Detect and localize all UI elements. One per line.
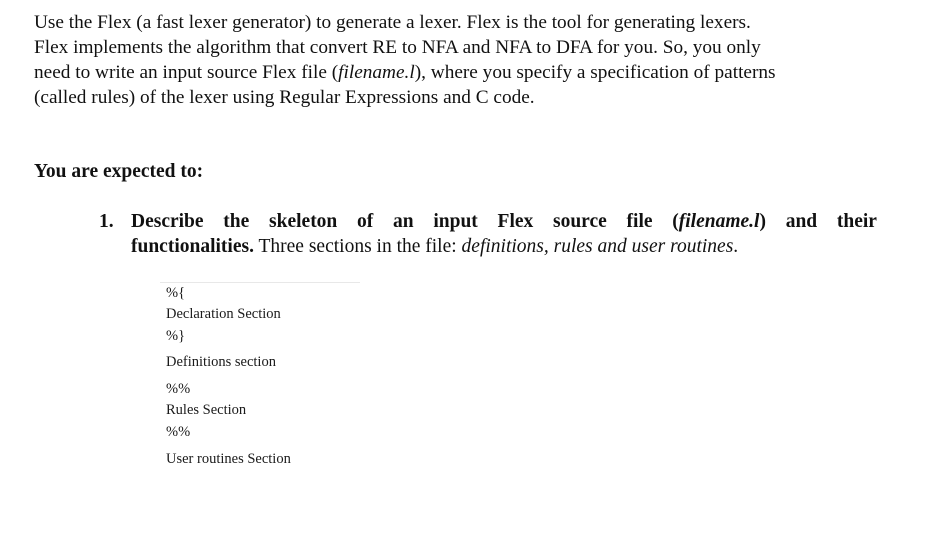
task-filename-group (672, 209, 766, 234)
figure-top-rule (160, 282, 360, 283)
task-sections-list: definitions, rules and user routines (461, 236, 734, 257)
task-filename: filename.l (678, 211, 760, 232)
task-paren-open: ( (672, 211, 679, 232)
skeleton-user-routines-section: User routines Section (166, 451, 291, 467)
intro-line-4: (called rules) of the lexer using Regular Expressions and C code. (34, 87, 535, 108)
task-number: 1. (99, 211, 114, 232)
skeleton-close-brace: %} (166, 328, 186, 344)
task-word: source (553, 211, 607, 232)
task-word: and (785, 211, 818, 232)
intro-line-3-start: need to write an input source Flex file ( (34, 62, 339, 83)
intro-line-3-end: ), where you specify a specification of patterns (414, 62, 776, 83)
task-line-2-end: . (733, 236, 739, 257)
skeleton-open-brace: %{ (166, 285, 186, 301)
skeleton-declaration-section: Declaration Section (166, 306, 281, 322)
task-word: an (393, 211, 414, 232)
skeleton-separator-1: %% (166, 381, 191, 397)
task-functionalities: functionalities. (131, 236, 254, 257)
intro-line-2: Flex implements the algorithm that convert RE to NFA and NFA to DFA for you. So, you only (34, 37, 761, 58)
task-word: the (223, 211, 250, 232)
intro-line-3 (34, 60, 914, 85)
section-heading: You are expected to: (34, 161, 204, 182)
task-word: file (626, 211, 653, 232)
intro-filename: filename.l (338, 62, 415, 83)
task-word: Describe (131, 211, 204, 232)
task-paren-close: ) (759, 211, 766, 232)
intro-paragraph (34, 10, 914, 110)
task-word: input (433, 211, 478, 232)
task-line-2 (131, 234, 738, 259)
skeleton-definitions-section: Definitions section (166, 354, 276, 370)
task-word: their (836, 211, 877, 232)
task-word: of (357, 211, 374, 232)
task-line-2-text: Three sections in the file: (253, 236, 462, 257)
intro-line-1: Use the Flex (a fast lexer generator) to generate a lexer. Flex is the tool for generating lexers. (34, 12, 751, 33)
skeleton-separator-2: %% (166, 424, 191, 440)
task-word: Flex (497, 211, 534, 232)
task-word: skeleton (269, 211, 338, 232)
task-line-1 (131, 209, 877, 234)
skeleton-rules-section: Rules Section (166, 402, 247, 418)
